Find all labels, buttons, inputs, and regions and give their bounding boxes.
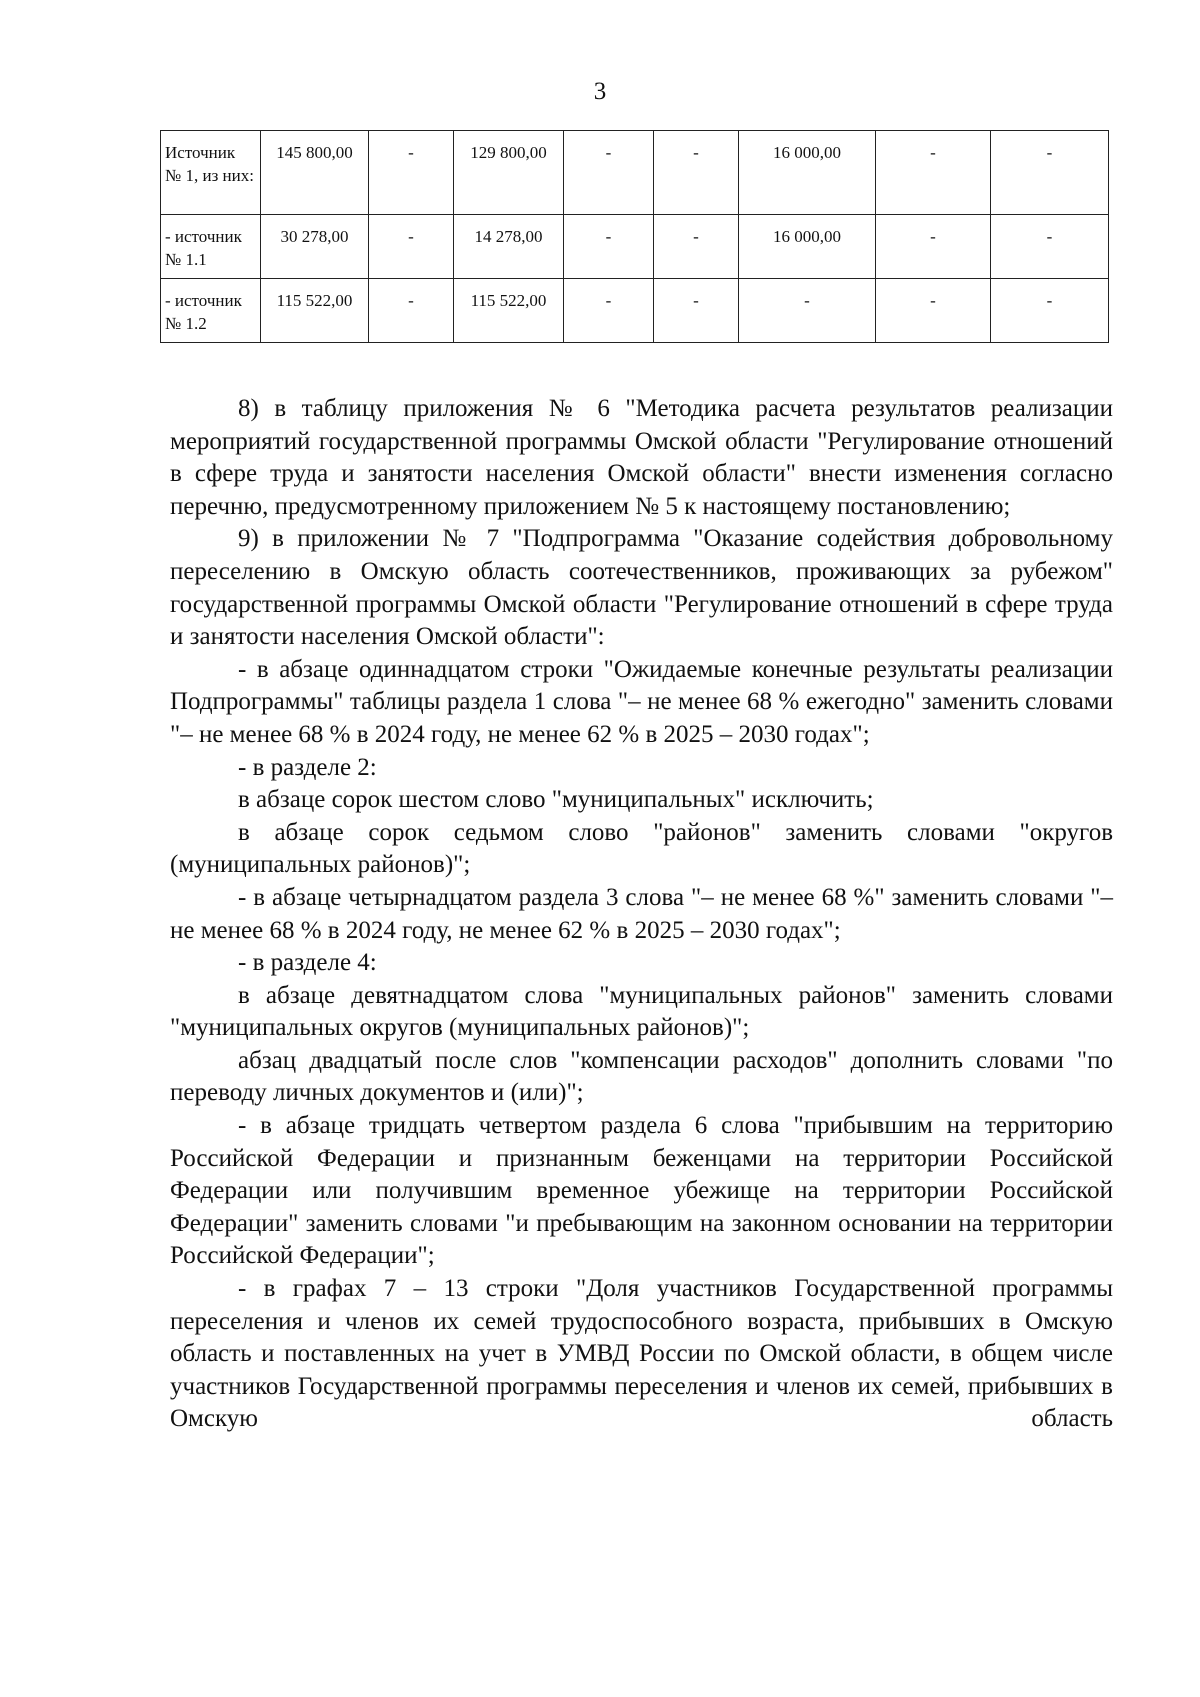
paragraph-subitem: - в абзаце одиннадцатом строки "Ожидаемые конечные результаты реализации Подпрограммы" таблицы раздела 1 слова "– не менее 68 % ежегодно" заменить словами "– не менее 68 % в 2024 году, не менее 62 % в 2025 – 2030 годах";: [170, 655, 1113, 748]
table-cell: -: [369, 279, 454, 343]
paragraph-subitem: - в разделе 4:: [238, 949, 377, 977]
paragraph-subitem: - в разделе 2:: [238, 753, 377, 781]
table-cell: 129 800,00: [454, 131, 564, 215]
table-cell: 30 278,00: [261, 215, 369, 279]
table-cell: -: [564, 215, 654, 279]
paragraph-item-8: 8) в таблицу приложения № 6 "Методика расчета результатов реализации мероприятий государственной программы Омской области "Регулирование отношений в сфере труда и занятости населения Омской области" внести изменения согласно перечню, предусмотренному приложением № 5 к настоящему постановлению;: [170, 395, 1113, 520]
table-cell: -: [654, 215, 739, 279]
paragraph-item-9: 9) в приложении № 7 "Подпрограмма "Оказание содействия добровольному переселению в Омскую область соотечественников, проживающих за рубежом" государственной программы Омской области "Регулирование отношений в сфере труда и занятости населения Омской области":: [170, 525, 1113, 651]
row-label: Источник № 1, из них:: [161, 131, 261, 215]
document-body: [170, 393, 1113, 1436]
table-cell: 115 522,00: [454, 279, 564, 343]
paragraph-subitem: - в графах 7 – 13 строки "Доля участников Государственной программы переселения и членов их семей трудоспособного возраста, прибывших в Омскую область и поставленных на учет в УМВД России по Омской области, в общем числе участников Государственной программы переселения и членов их семей, прибывших в Омскую область: [170, 1275, 1113, 1433]
page-number: 3: [593, 78, 607, 105]
paragraph-subitem: - в абзаце тридцать четвертом раздела 6 слова "прибывшим на территорию Российской Федерации и признанным беженцами на территории Российской Федерации или получившим временное убежище на территории Российской Федерации" заменить словами "и пребывающим на законном основании на территории Российской Федерации";: [170, 1112, 1113, 1270]
paragraph-subitem: в абзаце сорок шестом слово "муниципальных" исключить;: [238, 786, 874, 814]
paragraph-subitem: - в абзаце четырнадцатом раздела 3 слова "– не менее 68 %" заменить словами "– не менее 68 % в 2024 году, не менее 62 % в 2025 – 2030 годах";: [170, 883, 1113, 944]
paragraph-subitem: абзац двадцатый после слов "компенсации расходов" дополнить словами "по переводу личных документов и (или)";: [170, 1046, 1113, 1107]
row-label: - источник № 1.1: [161, 215, 261, 279]
table-row: [161, 279, 1109, 343]
table-row: [161, 215, 1109, 279]
table-cell: 16 000,00: [739, 131, 876, 215]
table-cell: -: [876, 215, 991, 279]
paragraph-subitem: в абзаце девятнадцатом слова "муниципальных районов" заменить словами "муниципальных округов (муниципальных районов)";: [170, 981, 1113, 1042]
table-cell: -: [876, 279, 991, 343]
financing-table: [160, 130, 1109, 343]
table-cell: 16 000,00: [739, 215, 876, 279]
table-cell: -: [991, 215, 1109, 279]
table-row: [161, 131, 1109, 215]
table-cell: -: [739, 279, 876, 343]
table-cell: -: [876, 131, 991, 215]
row-label: - источник № 1.2: [161, 279, 261, 343]
table-cell: -: [369, 131, 454, 215]
table-cell: -: [564, 279, 654, 343]
paragraph-subitem: в абзаце сорок седьмом слово "районов" заменить словами "округов (муниципальных районов)";: [170, 818, 1113, 879]
table-cell: 14 278,00: [454, 215, 564, 279]
table-cell: -: [654, 131, 739, 215]
table-cell: -: [654, 279, 739, 343]
table-cell: 115 522,00: [261, 279, 369, 343]
table-cell: 145 800,00: [261, 131, 369, 215]
table-cell: -: [991, 279, 1109, 343]
table-cell: -: [991, 131, 1109, 215]
table-cell: -: [369, 215, 454, 279]
table-cell: -: [564, 131, 654, 215]
